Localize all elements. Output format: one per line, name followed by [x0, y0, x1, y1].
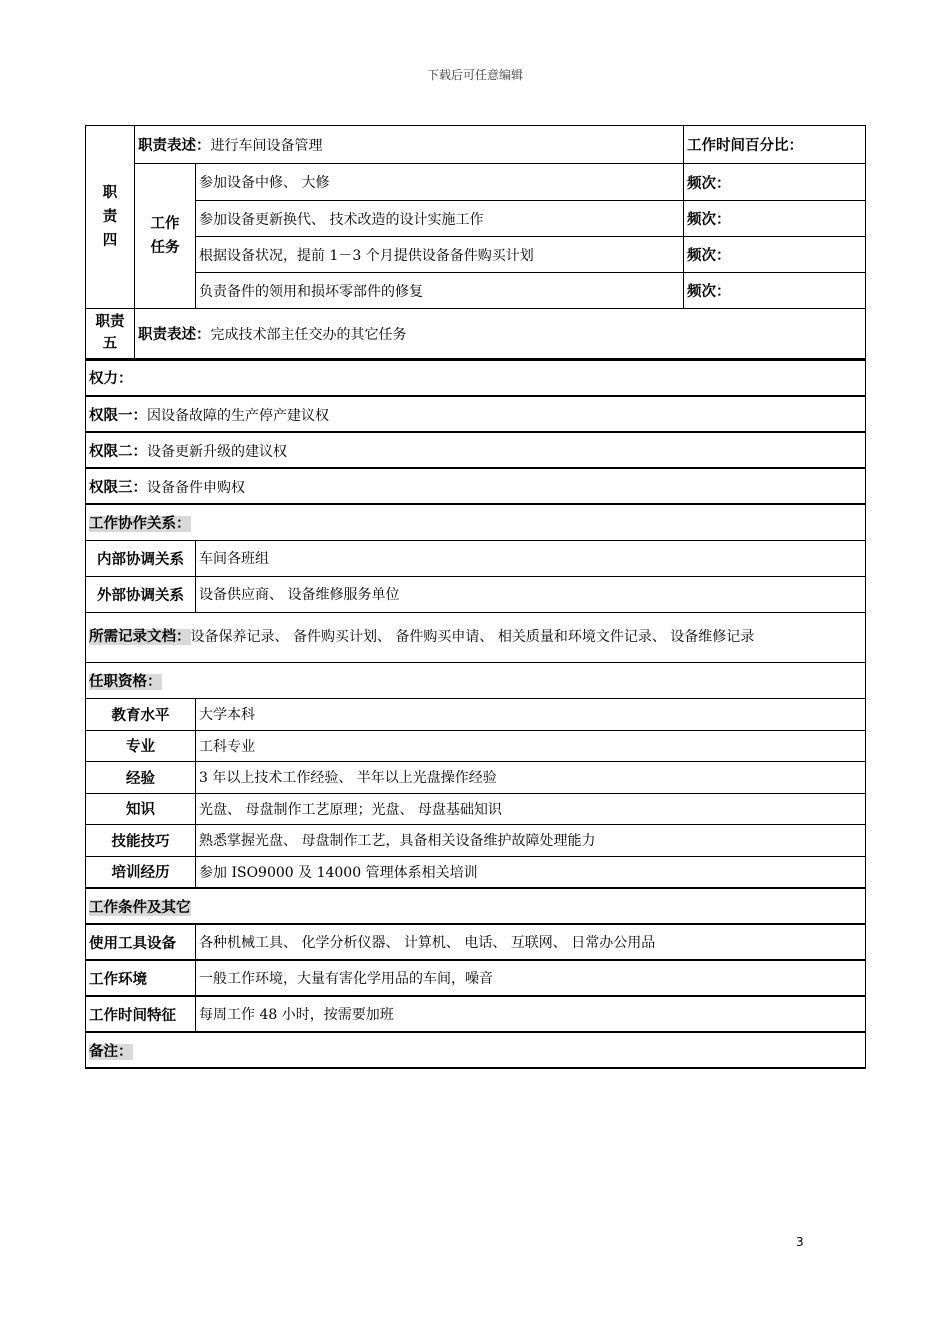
duty4-task-4: 负责备件的领用和损坏零部件的修复	[196, 273, 684, 309]
qual-experience-value: 3 年以上技术工作经验、 半年以上光盘操作经验	[196, 761, 866, 793]
remarks-label: 备注：	[89, 1043, 133, 1060]
conditions-title	[86, 888, 866, 924]
authority-2-label: 权限二：	[89, 443, 147, 460]
qualification-title	[86, 662, 866, 698]
duty5-desc-label: 职责表述：	[138, 326, 211, 343]
duty4-time-pct: 工作时间百分比：	[684, 126, 866, 164]
cooperation-title	[86, 504, 866, 540]
authority-2-text: 设备更新升级的建议权	[147, 443, 287, 460]
qual-skills-value: 熟悉掌握光盘、 母盘制作工艺，具备相关设备维护故障处理能力	[196, 824, 866, 856]
cooperation-title-text: 工作协作关系：	[89, 515, 191, 532]
qual-skills-label: 技能技巧	[86, 824, 196, 856]
qualification-title-text: 任职资格：	[89, 673, 162, 690]
duty4-desc-text: 进行车间设备管理	[210, 138, 323, 154]
qual-knowledge-label: 知识	[86, 793, 196, 824]
authority-2	[86, 432, 866, 468]
qual-training-label: 培训经历	[86, 856, 196, 888]
cond-worktime-label: 工作时间特征	[86, 996, 196, 1032]
qual-education-value: 大学本科	[196, 698, 866, 730]
job-description-table	[85, 125, 865, 1069]
duty4-task-2-freq: 频次：	[684, 201, 866, 237]
internal-coord-value: 车间各班组	[196, 540, 866, 576]
qual-training-value: 参加 ISO9000 及 14000 管理体系相关培训	[196, 856, 866, 888]
records-label: 所需记录文档：	[89, 629, 191, 645]
records-row	[86, 612, 866, 662]
duty4-task-3-freq: 频次：	[684, 237, 866, 273]
duty5-label: 职责 五	[86, 309, 135, 359]
duty4-task-1-freq: 频次：	[684, 164, 866, 201]
qual-knowledge-value: 光盘、 母盘制作工艺原理；光盘、 母盘基础知识	[196, 793, 866, 824]
duty4-task-1: 参加设备中修、 大修	[196, 164, 684, 201]
cond-tools-label: 使用工具设备	[86, 924, 196, 960]
external-coord-value: 设备供应商、 设备维修服务单位	[196, 576, 866, 612]
duty4-desc-label: 职责表述：	[138, 138, 211, 154]
cond-tools-value: 各种机械工具、 化学分析仪器、 计算机、 电话、 互联网、 日常办公用品	[196, 924, 866, 960]
qual-major-value: 工科专业	[196, 730, 866, 761]
authority-1	[86, 396, 866, 432]
duty4-task-3: 根据设备状况，提前 1－3 个月提供设备备件购买计划	[196, 237, 684, 273]
authority-3-text: 设备备件申购权	[147, 479, 245, 496]
qual-experience-label: 经验	[86, 761, 196, 793]
duty4-label: 职 责 四	[86, 126, 135, 309]
duty4-task-4-freq: 频次：	[684, 273, 866, 309]
authority-3-label: 权限三：	[89, 479, 147, 496]
duty4-description	[135, 126, 684, 164]
authority-3	[86, 468, 866, 504]
cond-environment-value: 一般工作环境，大量有害化学用品的车间，噪音	[196, 960, 866, 996]
conditions-title-text: 工作条件及其它	[89, 899, 191, 916]
authority-1-label: 权限一：	[89, 407, 147, 424]
cond-environment-label: 工作环境	[86, 960, 196, 996]
qual-major-label: 专业	[86, 730, 196, 761]
external-coord-label: 外部协调关系	[86, 576, 196, 612]
internal-coord-label: 内部协调关系	[86, 540, 196, 576]
authority-1-text: 因设备故障的生产停产建议权	[147, 407, 329, 424]
page-number: 3	[796, 1235, 804, 1249]
remarks-row	[86, 1032, 866, 1068]
duty4-task-2: 参加设备更新换代、 技术改造的设计实施工作	[196, 201, 684, 237]
records-text: 设备保养记录、 备件购买计划、 备件购买申请、 相关质量和环境文件记录、 设备维修记录	[190, 629, 755, 645]
qual-education-label: 教育水平	[86, 698, 196, 730]
duty5-desc-text: 完成技术部主任交办的其它任务	[210, 326, 407, 343]
duty4-task-label: 工作 任务	[135, 164, 196, 309]
cond-worktime-value: 每周工作 48 小时，按需要加班	[196, 996, 866, 1032]
authority-title: 权力：	[86, 360, 866, 396]
duty5-description	[135, 309, 866, 359]
page-header: 下载后可任意编辑	[426, 68, 523, 82]
